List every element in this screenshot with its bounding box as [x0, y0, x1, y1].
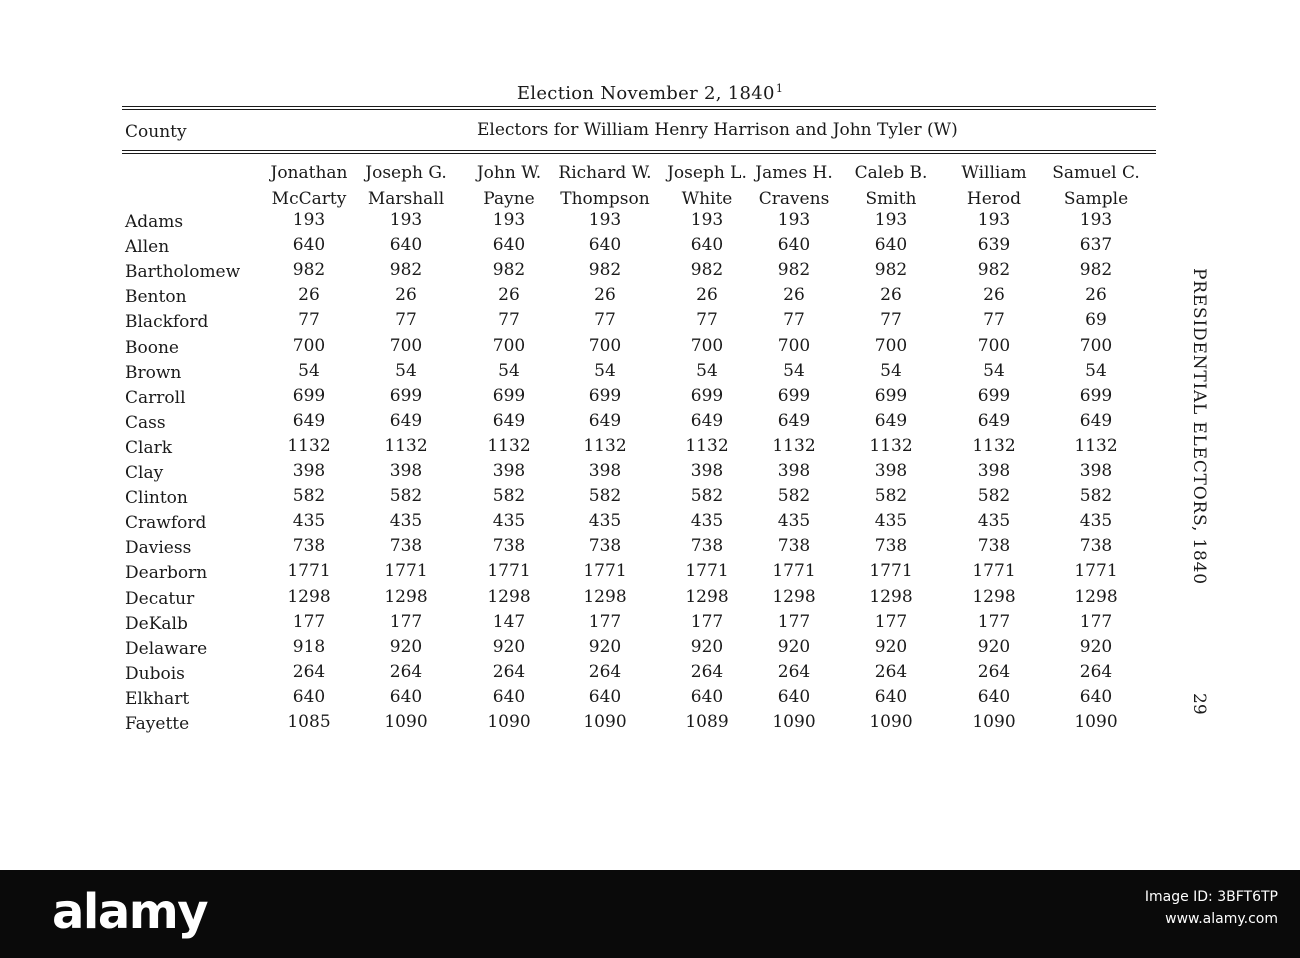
- county-name: Elkhart: [125, 688, 190, 709]
- vote-cell: 700: [492, 335, 526, 356]
- vote-cell: 982: [777, 260, 811, 281]
- vote-cell: 1771: [869, 561, 913, 582]
- vote-cell: 1771: [583, 561, 627, 582]
- vote-cell: 640: [1079, 686, 1113, 707]
- vote-cell: 920: [874, 636, 908, 657]
- vote-cell: 738: [492, 536, 526, 557]
- column-header-first: William: [961, 163, 1027, 183]
- column-header-first: Jonathan: [270, 163, 348, 183]
- county-name: Clinton: [125, 488, 188, 509]
- vote-cell: 582: [690, 486, 724, 507]
- column-header: [477, 160, 541, 212]
- vote-cell: 1771: [972, 561, 1016, 582]
- county-name: Dubois: [125, 663, 185, 684]
- vote-cell: 69: [1085, 310, 1107, 331]
- vote-cell: 264: [777, 661, 811, 682]
- vote-cell: 700: [777, 335, 811, 356]
- column-header: [365, 160, 446, 212]
- county-name: Allen: [125, 237, 170, 258]
- vote-cell: 435: [977, 511, 1011, 532]
- vote-cell: 1298: [972, 586, 1016, 607]
- vote-cell: 177: [977, 611, 1011, 632]
- vote-cell: 1298: [869, 586, 913, 607]
- watermark-banner: [0, 870, 1300, 958]
- vote-cell: 640: [389, 235, 423, 256]
- vote-cell: 1298: [1074, 586, 1118, 607]
- vote-cell: 1771: [772, 561, 816, 582]
- vote-cell: 193: [588, 210, 622, 230]
- vote-cell: 920: [492, 636, 526, 657]
- vote-cell: 1771: [685, 561, 729, 582]
- vote-cell: 582: [874, 486, 908, 507]
- table-row: [0, 410, 1300, 438]
- vote-cell: 582: [977, 486, 1011, 507]
- vote-cell: 1298: [287, 586, 331, 607]
- table-row: [0, 714, 1300, 739]
- vote-cell: 54: [395, 360, 417, 381]
- vote-cell: 700: [389, 335, 423, 356]
- vote-cell: 699: [292, 385, 326, 406]
- vote-cell: 1090: [583, 712, 627, 732]
- county-name: Daviess: [125, 538, 192, 559]
- vote-cell: 1090: [869, 712, 913, 732]
- vote-cell: 398: [1079, 461, 1113, 481]
- table-row: [0, 385, 1300, 413]
- vote-cell: 435: [690, 511, 724, 532]
- vote-cell: 77: [696, 310, 718, 331]
- table-row: [0, 463, 1300, 488]
- column-header: [961, 160, 1026, 212]
- column-header-last: Sample: [1063, 189, 1129, 209]
- vote-cell: 26: [696, 285, 718, 306]
- vote-cell: 649: [1079, 410, 1113, 431]
- vote-cell: 649: [777, 410, 811, 431]
- vote-cell: 920: [977, 636, 1011, 657]
- table-row: [0, 262, 1300, 287]
- vote-cell: 193: [874, 210, 908, 230]
- column-header-first: John W.: [476, 163, 542, 183]
- vote-cell: 700: [588, 335, 622, 356]
- vote-cell: 26: [783, 285, 805, 306]
- vote-cell: 1771: [487, 561, 531, 582]
- column-header-last: McCarty: [271, 189, 347, 209]
- vote-cell: 193: [492, 210, 526, 230]
- vote-cell: 982: [389, 260, 423, 281]
- column-header-last: Smith: [865, 189, 917, 209]
- vote-cell: 435: [588, 511, 622, 532]
- vote-cell: 77: [498, 310, 520, 331]
- vote-cell: 77: [594, 310, 616, 331]
- column-header: [271, 160, 348, 212]
- vote-cell: 77: [395, 310, 417, 331]
- table-row: [0, 488, 1300, 513]
- vote-cell: 1090: [487, 712, 531, 732]
- table-row: [0, 435, 1300, 463]
- vote-cell: 582: [492, 486, 526, 507]
- vote-cell: 582: [588, 486, 622, 507]
- vote-cell: 582: [1079, 486, 1113, 507]
- vote-cell: 1132: [685, 435, 729, 456]
- vote-cell: 1132: [384, 435, 428, 456]
- title-footnote: 1: [775, 82, 784, 95]
- county-name: Brown: [125, 362, 182, 383]
- vote-cell: 177: [292, 611, 326, 632]
- vote-cell: 982: [1079, 260, 1113, 281]
- county-name: Cass: [125, 412, 166, 433]
- column-header: [755, 160, 833, 212]
- vote-cell: 1298: [583, 586, 627, 607]
- vote-cell: 193: [389, 210, 423, 230]
- vote-cell: 699: [874, 385, 908, 406]
- vote-cell: 193: [777, 210, 811, 230]
- vote-cell: 640: [492, 686, 526, 707]
- column-header-last: Payne: [483, 189, 535, 209]
- vote-cell: 193: [690, 210, 724, 230]
- table-row: [0, 237, 1300, 262]
- table-row: [0, 563, 1300, 588]
- vote-cell: 54: [594, 360, 616, 381]
- vote-cell: 193: [1079, 210, 1113, 230]
- vote-cell: 1090: [972, 712, 1016, 732]
- vote-cell: 649: [292, 410, 326, 431]
- vote-cell: 738: [292, 536, 326, 557]
- vote-cell: 699: [977, 385, 1011, 406]
- vote-cell: 147: [492, 611, 526, 632]
- county-name: Blackford: [125, 312, 209, 333]
- vote-cell: 982: [492, 260, 526, 281]
- vote-cell: 700: [977, 335, 1011, 356]
- vote-cell: 738: [588, 536, 622, 557]
- vote-cell: 1090: [1074, 712, 1118, 732]
- vote-cell: 1771: [287, 561, 331, 582]
- vote-cell: 1090: [384, 712, 428, 732]
- top-double-rule: [122, 106, 1156, 107]
- table-row: [0, 586, 1300, 614]
- vote-cell: 738: [1079, 536, 1113, 557]
- vote-cell: 640: [690, 686, 724, 707]
- vote-cell: 640: [977, 686, 1011, 707]
- vote-cell: 398: [292, 461, 326, 481]
- table-row: [0, 611, 1300, 639]
- vote-cell: 982: [977, 260, 1011, 281]
- vote-cell: 582: [292, 486, 326, 507]
- vote-cell: 637: [1079, 235, 1113, 256]
- vote-cell: 738: [874, 536, 908, 557]
- table-row: [0, 312, 1300, 337]
- vote-cell: 398: [588, 461, 622, 481]
- vote-cell: 920: [1079, 636, 1113, 657]
- vote-cell: 920: [389, 636, 423, 657]
- vote-cell: 398: [977, 461, 1011, 481]
- county-name: Carroll: [125, 387, 186, 408]
- vote-cell: 982: [690, 260, 724, 281]
- vote-cell: 640: [777, 686, 811, 707]
- vote-cell: 177: [389, 611, 423, 632]
- vote-cell: 699: [492, 385, 526, 406]
- column-header-last: Cravens: [758, 189, 830, 209]
- vote-cell: 26: [498, 285, 520, 306]
- county-name: Fayette: [125, 714, 190, 734]
- column-header-last: Herod: [966, 189, 1022, 209]
- vote-cell: 1771: [1074, 561, 1118, 582]
- vote-cell: 1090: [772, 712, 816, 732]
- vote-cell: 640: [777, 235, 811, 256]
- vote-cell: 649: [977, 410, 1011, 431]
- electors-header: Electors for William Henry Harrison and John Tyler (W): [477, 120, 958, 140]
- vote-cell: 77: [783, 310, 805, 331]
- vote-cell: 700: [690, 335, 724, 356]
- vote-cell: 640: [492, 235, 526, 256]
- vote-cell: 264: [389, 661, 423, 682]
- table-row: [0, 686, 1300, 714]
- county-name: Crawford: [125, 513, 207, 534]
- vote-cell: 738: [977, 536, 1011, 557]
- column-header-first: Richard W.: [558, 163, 652, 183]
- vote-cell: 920: [690, 636, 724, 657]
- vote-cell: 639: [977, 235, 1011, 256]
- vote-cell: 1132: [772, 435, 816, 456]
- vote-cell: 77: [880, 310, 902, 331]
- county-name: Decatur: [125, 588, 195, 609]
- vote-cell: 77: [983, 310, 1005, 331]
- vote-cell: 193: [292, 210, 326, 230]
- column-header: [667, 160, 747, 212]
- vote-cell: 264: [874, 661, 908, 682]
- vote-cell: 54: [696, 360, 718, 381]
- vote-cell: 1298: [685, 586, 729, 607]
- vote-cell: 920: [588, 636, 622, 657]
- vote-cell: 77: [298, 310, 320, 331]
- table-row: [0, 661, 1300, 689]
- vote-cell: 649: [389, 410, 423, 431]
- vote-cell: 435: [1079, 511, 1113, 532]
- vote-cell: 649: [874, 410, 908, 431]
- vote-cell: 54: [880, 360, 902, 381]
- vote-cell: 26: [395, 285, 417, 306]
- vote-cell: 640: [690, 235, 724, 256]
- vote-cell: 435: [389, 511, 423, 532]
- running-head: PRESIDENTIAL ELECTORS, 1840: [1189, 268, 1209, 585]
- vote-cell: 700: [874, 335, 908, 356]
- vote-cell: 700: [1079, 335, 1113, 356]
- vote-cell: 398: [492, 461, 526, 481]
- vote-cell: 26: [298, 285, 320, 306]
- county-name: Boone: [125, 337, 179, 358]
- vote-cell: 54: [498, 360, 520, 381]
- vote-cell: 54: [783, 360, 805, 381]
- county-name: Bartholomew: [125, 262, 241, 283]
- table-row: [0, 360, 1300, 388]
- vote-cell: 435: [292, 511, 326, 532]
- vote-cell: 1298: [487, 586, 531, 607]
- county-name: Adams: [125, 212, 184, 232]
- vote-cell: 177: [690, 611, 724, 632]
- table-row: [0, 538, 1300, 563]
- vote-cell: 1132: [487, 435, 531, 456]
- vote-cell: 640: [588, 686, 622, 707]
- vote-cell: 640: [588, 235, 622, 256]
- vote-cell: 177: [777, 611, 811, 632]
- vote-cell: 1132: [869, 435, 913, 456]
- county-name: DeKalb: [125, 613, 188, 634]
- vote-cell: 982: [292, 260, 326, 281]
- vote-cell: 699: [777, 385, 811, 406]
- vote-cell: 649: [588, 410, 622, 431]
- page-number: 29: [1189, 693, 1209, 715]
- table-row: [0, 335, 1300, 363]
- county-name: Clay: [125, 463, 164, 483]
- vote-cell: 699: [1079, 385, 1113, 406]
- vote-cell: 1298: [384, 586, 428, 607]
- site-url: www.alamy.com: [1165, 911, 1278, 927]
- column-header-first: Joseph L.: [667, 163, 747, 183]
- vote-cell: 640: [292, 686, 326, 707]
- vote-cell: 649: [690, 410, 724, 431]
- image-id-label: Image ID: 3BFT6TP: [1144, 889, 1278, 905]
- vote-cell: 1132: [287, 435, 331, 456]
- vote-cell: 640: [874, 686, 908, 707]
- vote-cell: 738: [777, 536, 811, 557]
- vote-cell: 699: [690, 385, 724, 406]
- vote-cell: 193: [977, 210, 1011, 230]
- vote-cell: 26: [880, 285, 902, 306]
- vote-cell: 640: [874, 235, 908, 256]
- vote-cell: 640: [389, 686, 423, 707]
- vote-cell: 264: [1079, 661, 1113, 682]
- column-header-first: Joseph G.: [365, 163, 447, 183]
- vote-cell: 26: [983, 285, 1005, 306]
- vote-cell: 700: [292, 335, 326, 356]
- vote-cell: 1089: [685, 712, 729, 732]
- vote-cell: 435: [874, 511, 908, 532]
- vote-cell: 920: [777, 636, 811, 657]
- vote-cell: 699: [389, 385, 423, 406]
- vote-cell: 1132: [583, 435, 627, 456]
- vote-cell: 54: [983, 360, 1005, 381]
- table-row: [0, 513, 1300, 538]
- table-title: [0, 82, 1300, 104]
- vote-cell: 435: [777, 511, 811, 532]
- table-row: [0, 636, 1300, 664]
- vote-cell: 738: [690, 536, 724, 557]
- vote-cell: 982: [588, 260, 622, 281]
- vote-cell: 398: [874, 461, 908, 481]
- vote-cell: 398: [690, 461, 724, 481]
- vote-cell: 177: [1079, 611, 1113, 632]
- column-header: [1052, 160, 1140, 212]
- vote-cell: 918: [292, 636, 326, 657]
- vote-cell: 264: [292, 661, 326, 682]
- vote-cell: 264: [690, 661, 724, 682]
- vote-cell: 54: [298, 360, 320, 381]
- image-id-block: [1145, 886, 1278, 930]
- column-header: [855, 160, 928, 212]
- vote-cell: 1085: [287, 712, 331, 732]
- column-header-last: White: [681, 189, 733, 209]
- vote-cell: 582: [777, 486, 811, 507]
- column-header: [558, 160, 651, 212]
- column-header-first: Caleb B.: [854, 163, 928, 183]
- vote-cell: 264: [977, 661, 1011, 682]
- county-name: Clark: [125, 437, 173, 458]
- vote-cell: 177: [874, 611, 908, 632]
- vote-cell: 699: [588, 385, 622, 406]
- vote-cell: 26: [594, 285, 616, 306]
- vote-cell: 398: [777, 461, 811, 481]
- vote-cell: 435: [492, 511, 526, 532]
- vote-cell: 177: [588, 611, 622, 632]
- column-header-first: Samuel C.: [1052, 163, 1140, 183]
- vote-cell: 26: [1085, 285, 1107, 306]
- vote-cell: 54: [1085, 360, 1107, 381]
- county-name: Benton: [125, 287, 187, 308]
- column-header-last: Thompson: [560, 189, 650, 209]
- vote-cell: 738: [389, 536, 423, 557]
- county-name: Dearborn: [125, 563, 208, 584]
- vote-cell: 1771: [384, 561, 428, 582]
- vote-cell: 1298: [772, 586, 816, 607]
- alamy-logo: alamy: [52, 884, 208, 940]
- vote-cell: 264: [588, 661, 622, 682]
- header-double-rule: [122, 150, 1156, 151]
- county-name: Delaware: [125, 638, 208, 659]
- table-row: [0, 287, 1300, 312]
- table-row: [0, 212, 1300, 237]
- vote-cell: 398: [389, 461, 423, 481]
- column-header-last: Marshall: [367, 189, 445, 209]
- vote-cell: 1132: [1074, 435, 1118, 456]
- vote-cell: 982: [874, 260, 908, 281]
- vote-cell: 640: [292, 235, 326, 256]
- vote-cell: 264: [492, 661, 526, 682]
- county-column-header: County: [125, 122, 187, 142]
- vote-cell: 582: [389, 486, 423, 507]
- column-header-first: James H.: [755, 163, 833, 183]
- vote-cell: 649: [492, 410, 526, 431]
- title-text: Election November 2, 1840: [516, 83, 775, 104]
- vote-cell: 1132: [972, 435, 1016, 456]
